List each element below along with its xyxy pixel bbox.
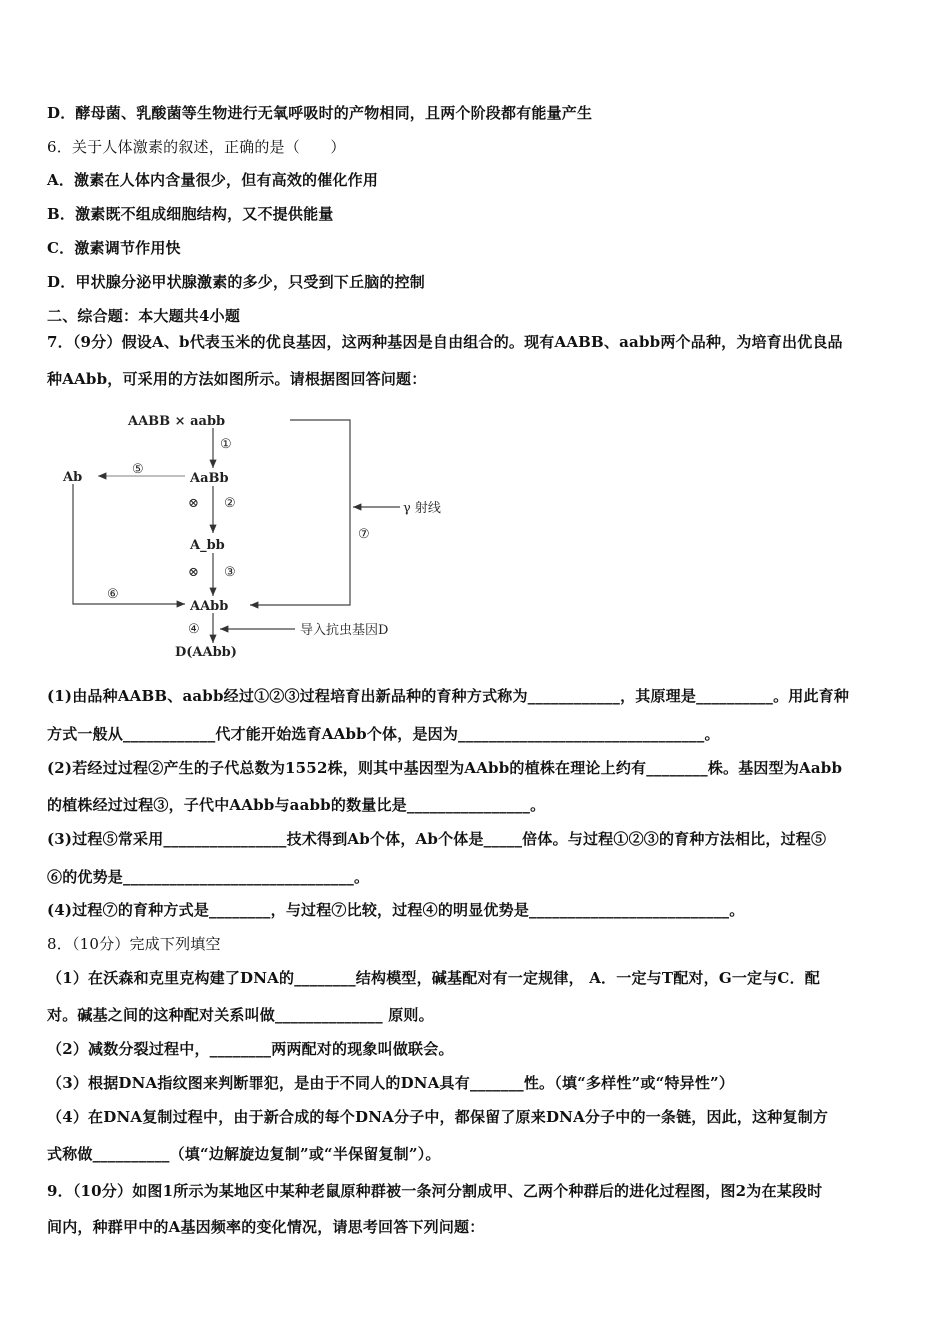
step-7: ⑦	[358, 527, 370, 542]
section-heading: 二、综合题：本大题共4小题	[47, 307, 241, 325]
parents-label: AABB × aabb	[128, 414, 226, 429]
question-8: 8．（10分）完成下列填空	[47, 935, 221, 953]
q8-part4: （4）在DNA复制过程中，由于新合成的每个DNA分子中，都保留了原来DNA分子中的一条链，因此，这种复制方	[47, 1108, 829, 1126]
q7-part2: (2)若经过过程②产生的子代总数为1552株，则其中基因型为AAbb的植株在理论上约有________株。基因型为Aabb	[47, 759, 843, 777]
arrow-6	[73, 484, 185, 604]
q7-part3-cont: ⑥的优势是______________________________。	[47, 868, 370, 886]
final-label: D(AAbb)	[175, 645, 237, 660]
step-1: ①	[220, 437, 232, 452]
q7-part2-cont: 的植株经过过程③，子代中AAbb与aabb的数量比是________________。	[47, 796, 546, 814]
option-c: C．激素调节作用快	[47, 239, 181, 257]
q7-part1-cont: 方式一般从____________代才能开始选育AAbb个体，是因为________________________________。	[47, 725, 720, 743]
ray-label: γ 射线	[403, 501, 441, 516]
step-6: ⑥	[107, 587, 119, 602]
selfed-label: A_bb	[190, 538, 225, 553]
question-6: 6．关于人体激素的叙述，正确的是（ ）	[47, 138, 346, 156]
q8-part4-cont: 式称做__________（填“边解旋边复制”或“半保留复制”）。	[47, 1145, 441, 1163]
option-a: A．激素在人体内含量很少，但有高效的催化作用	[47, 171, 379, 189]
option-d: D．甲状腺分泌甲状腺激素的多少，只受到下丘脑的控制	[47, 273, 426, 291]
f1-label: AaBb	[190, 471, 229, 486]
step-4: ④	[188, 622, 200, 637]
step-2: ②	[224, 496, 236, 511]
step-5: ⑤	[132, 462, 144, 477]
target-label: AAbb	[190, 599, 229, 614]
option-d-q5: D．酵母菌、乳酸菌等生物进行无氧呼吸时的产物相同，且两个阶段都有能量产生	[47, 104, 593, 122]
self-icon: ⊗	[188, 565, 199, 580]
haploid-label: Ab	[63, 470, 83, 485]
path-7	[250, 420, 350, 605]
q8-part3: （3）根据DNA指纹图来判断罪犯，是由于不同人的DNA具有_______性。（填“多样性”或“特异性”）	[47, 1074, 735, 1092]
self-icon: ⊗	[188, 496, 199, 511]
gene-label: 导入抗虫基因D	[300, 623, 389, 638]
question-7-cont: 种AAbb，可采用的方法如图所示。请根据图回答问题：	[47, 370, 427, 388]
q8-part2: （2）减数分裂过程中，________两两配对的现象叫做联会。	[47, 1040, 454, 1058]
q8-part1: （1）在沃森和克里克构建了DNA的________结构模型，碱基配对有一定规律， A．一定与T配对，G一定与C．配	[47, 969, 820, 987]
question-9: 9．（10分）如图1所示为某地区中某种老鼠原种群被一条河分割成甲、乙两个种群后的进化过程图，图2为在某段时	[47, 1182, 823, 1200]
step-3: ③	[224, 565, 236, 580]
q8-part1-cont: 对。碱基之间的这种配对关系叫做______________ 原则。	[47, 1006, 434, 1024]
question-7: 7．（9分）假设A、b代表玉米的优良基因，这两种基因是自由组合的。现有AABB、aabb两个品种，为培育出优良品	[47, 333, 843, 351]
q7-part4: (4)过程⑦的育种方式是________，与过程⑦比较，过程④的明显优势是__________________________。	[47, 901, 745, 919]
q7-part3: (3)过程⑤常采用________________技术得到Ab个体，Ab个体是_____倍体。与过程①②③的育种方法相比，过程⑤	[47, 830, 827, 848]
q7-part1: (1)由品种AABB、aabb经过①②③过程培育出新品种的育种方式称为____________，其原理是__________。用此育种	[47, 687, 850, 705]
option-b: B．激素既不组成细胞结构，又不提供能量	[47, 205, 334, 223]
question-9-cont: 间内，种群甲中的A基因频率的变化情况，请思考回答下列问题：	[47, 1218, 485, 1236]
